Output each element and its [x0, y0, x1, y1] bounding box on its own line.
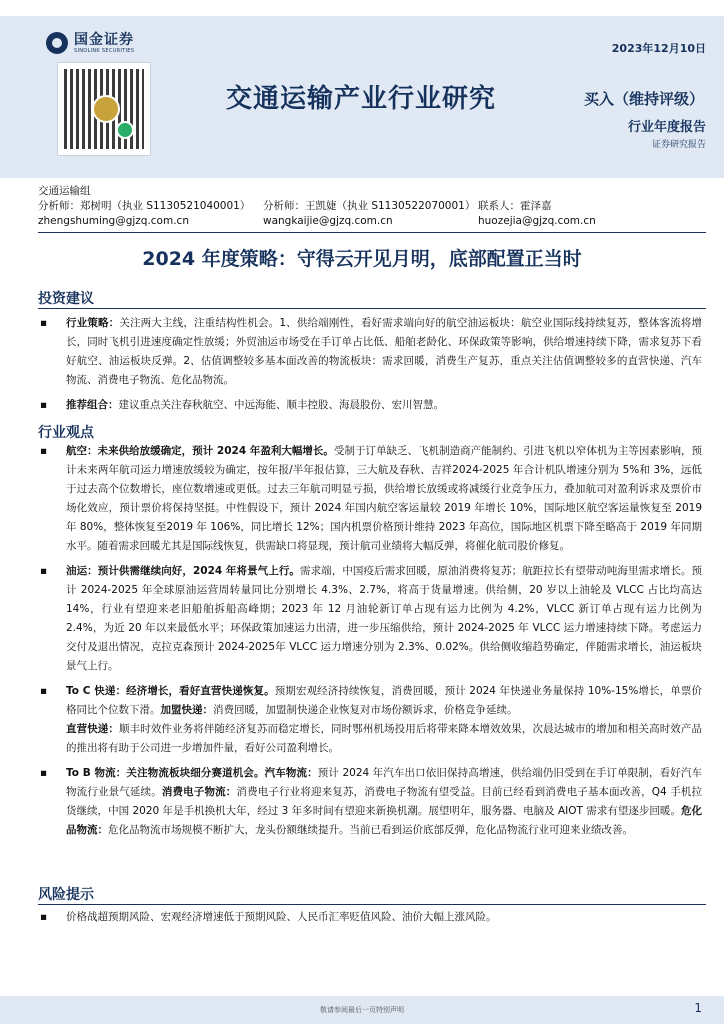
qr-code — [57, 62, 151, 156]
tob-chem-label: 危化品物流： — [66, 805, 703, 836]
tob-label: To B 物流：关注物流板块细分赛道机会。 — [66, 767, 265, 779]
tob-chem-text: 危化品物流市场规模不断扩大，龙头份额继续提升。当前已看到运价底部反弹，危化品物流行业可迎来业绩改善。 — [108, 824, 633, 836]
headline: 2024 年度策略：守得云开见月明，底部配置正当时 — [142, 248, 582, 270]
email-2[interactable]: wangkaijie@gjzq.com.cn — [263, 215, 393, 227]
contact-person: 联系人：霍泽嘉 — [478, 200, 552, 212]
logo-en: SINOLINK SECURITIES — [74, 47, 135, 54]
wechat-icon — [116, 121, 134, 139]
email-1[interactable]: zhengshuming@gjzq.com.cn — [38, 215, 189, 227]
toc-franchise-label: 加盟快递： — [160, 704, 213, 716]
company-logo — [46, 32, 134, 54]
report-type: 行业年度报告 — [627, 120, 706, 135]
bullet-icon: ▪ — [40, 445, 48, 457]
logo-cn: 国金证券 — [74, 31, 134, 48]
list-item — [38, 442, 702, 556]
toc-label: To C 快递：经济增长，看好直营快递恢复。 — [66, 685, 275, 697]
rating-badge: 买入（维持评级） — [583, 90, 704, 108]
bullet-icon: ▪ — [40, 685, 48, 697]
bullet-icon: ▪ — [40, 317, 48, 329]
section-divider — [38, 308, 706, 309]
section-title-invest: 投资建议 — [38, 291, 94, 307]
tob-electronics-text: 消费电子行业将迎来复苏，消费电子物流有望受益。目前已经看到消费电子基本面改善，Q4 手机拉货继续，中国 2020 年是手机换机大年，经过 3 年多时间有望迎来新换机潮。展望明年，服务器、电脑及 AIOT 需求有望逐步回暖。 — [66, 786, 703, 817]
oil-label: 油运：预计供需继续向好，2024 年将景气上行。 — [66, 565, 300, 577]
list-item — [38, 682, 702, 758]
bullet-icon: ▪ — [40, 911, 48, 923]
logo-mark-icon — [46, 32, 68, 54]
analyst-group: 交通运输组 — [38, 185, 91, 197]
analyst-2: 分析师：王凯婕（执业 S1130522070001） — [263, 200, 476, 212]
email-3[interactable]: huozejia@gjzq.com.cn — [478, 215, 596, 227]
invest-list — [38, 314, 702, 415]
report-date: 2023年12月10日 — [611, 42, 706, 55]
bullet-icon: ▪ — [40, 565, 48, 577]
aviation-label: 航空：未来供给放缓确定，预计 2024 年盈利大幅增长。 — [66, 445, 334, 457]
risk-list — [38, 908, 702, 927]
list-item — [38, 396, 702, 415]
page-number: 1 — [694, 1001, 702, 1015]
analyst-block — [38, 184, 596, 229]
bullet-icon: ▪ — [40, 399, 48, 411]
report-subtype: 证券研究报告 — [651, 140, 706, 150]
invest-portfolio-text: 建议重点关注春秋航空、中远海能、顺丰控股、海晨股份、宏川智慧。 — [118, 399, 444, 411]
toc-direct-label: 直营快递： — [66, 723, 120, 735]
footer-disclaimer[interactable]: 敬请参阅最后一页特别声明 — [320, 1006, 404, 1014]
qr-logo-icon — [92, 95, 120, 123]
divider — [38, 232, 706, 233]
industry-list — [38, 442, 702, 840]
section-title-industry: 行业观点 — [38, 425, 94, 441]
toc-franchise-text: 消费回暖，加盟制快递企业恢复对市场份额诉求，价格竞争延续。 — [213, 704, 518, 716]
oil-text: 需求端，中国疫后需求回暖，原油消费将复苏；航距拉长有望带动吨海里需求增长。预计 2024-2025 年全球原油运营周转量同比分别增长 4.3%、2.7%，将高于货量增速。供给侧，20 岁以上油轮及 VLCC 占比均高达 14%，行业有望迎来老旧船舶拆船高峰期；2023 年 12 月油轮新订单占现有运力比例为 4.2%，VLCC 新订单占现有运力比例为 2.4%，为近 20 年以来最低水平；环保政策加速运力出清，进一步压缩供给，预计 2024-2025 年 VLCC 运力增速持续下降。考虑运力交付及退出情况，克拉克森预计 2024-2025年 VLCC 运力增速分别为 2.3%、0.02%。供给侧收缩趋势确定，伴随需求增长，油运板块景气上行。 — [66, 565, 702, 672]
list-item — [38, 908, 702, 927]
analyst-1: 分析师：郑树明（执业 S1130521040001） — [38, 200, 251, 212]
tob-electronics-label: 消费电子物流： — [161, 786, 237, 798]
risk-text: 价格战超预期风险、宏观经济增速低于预期风险、人民币汇率贬值风险、油价大幅上涨风险。 — [66, 911, 497, 923]
list-item — [38, 562, 702, 676]
tob-auto-label: 汽车物流： — [264, 767, 318, 779]
list-item — [38, 314, 702, 390]
invest-portfolio-label: 推荐组合： — [66, 399, 119, 411]
toc-text: 预期宏观经济持续恢复，消费回暖，预计 2024 年快递业务量保持 10%-15%增长，单票价格同比个位数下滑。 — [66, 685, 702, 716]
invest-strategy-label: 行业策略： — [66, 317, 120, 329]
toc-direct-text: 顺丰时效件业务将伴随经济复苏而稳定增长，同时鄂州机场投用后将带来降本增效效果，次晨达城市的增加和相关高时效产品的推出将有助于公司进一步增加件量，看好公司盈利增长。 — [66, 723, 703, 754]
invest-strategy-text: 关注两大主线，注重结构性机会。1、供给端刚性，看好需求端向好的航空油运板块：航空业国际线持续复苏，整体客流将增长，同时飞机引进速度确定性放缓；外贸油运市场受在手订单占比低、船舶老龄化、环保政策等影响，供给增速持续下降，需求复苏下看好航空、油运板块反弹。2、估值调整较多基本面改善的物流板块：需求回暖，消费生产复苏，重点关注估值调整较多的直营快递、汽车物流、消费电子物流、危化品物流。 — [66, 317, 703, 386]
list-item — [38, 764, 702, 840]
section-divider — [38, 904, 706, 905]
bullet-icon: ▪ — [40, 767, 48, 779]
aviation-text: 受制于订单缺乏、飞机制造商产能制约、引进飞机以窄体机为主等因素影响，预计未来两年航司运力增速放缓较为确定，按年报/半年报估算，三大航及春秋、吉祥2024-2025 年合计机队增速分别为 5%和 3%，远低于过去高个位数增长，座位数增速或更低。过去三年航司明显亏损，供给增长放缓或将减缓行业竞争压力，叠加航司对盈利诉求及票价市场化效应，预计票价将保持坚挺。中性假设下，预计 2024 年国内航空客运量较 2019 年增长 10%，国际地区航空客运量恢复至 2019 年 80%，整体恢复至2019 年 106%，同比增长 12%；国内机票价格预计维持 2023 年高位，国际地区机票下降至略高于 2019 年同期水平。随着需求回暖尤其是国际线恢复，供需缺口将显现，预计航司业绩将大幅反弹，将催化航司股价修复。 — [66, 445, 702, 552]
tob-auto-text: 预计 2024 年汽车出口依旧保持高增速，供给端仍旧受到在手订单限制，看好汽车物流行业景气延续。 — [66, 767, 702, 798]
section-title-risk: 风险提示 — [38, 887, 94, 903]
report-title: 交通运输产业行业研究 — [226, 84, 497, 114]
